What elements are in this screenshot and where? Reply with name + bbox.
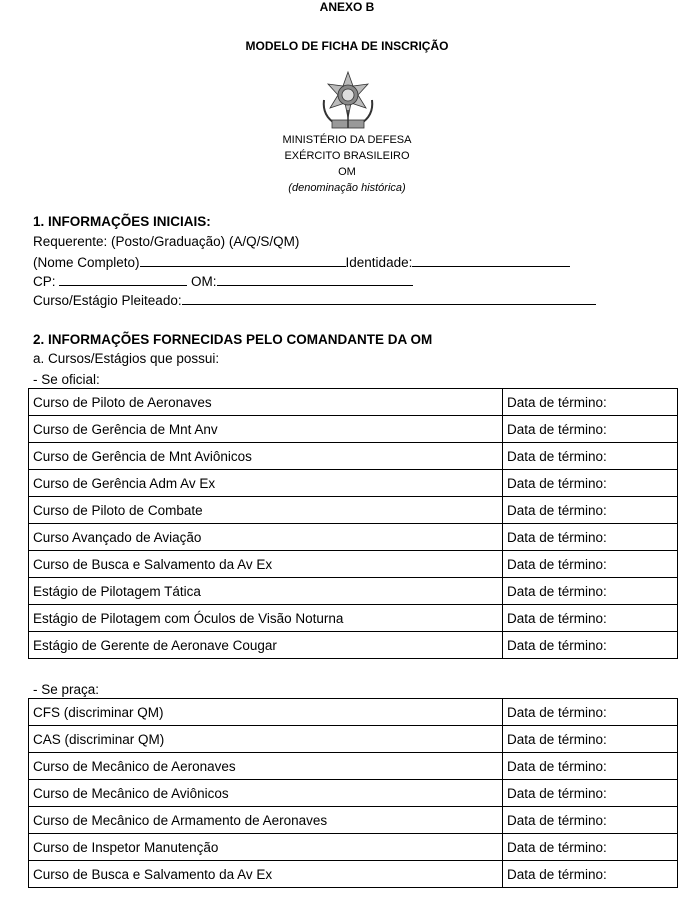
table-row <box>29 605 678 632</box>
course-name-cell: Curso de Piloto de Combate <box>29 497 503 524</box>
table-row <box>29 524 678 551</box>
nome-field[interactable] <box>140 253 346 267</box>
course-name-cell: Curso Avançado de Aviação <box>29 524 503 551</box>
course-name-cell: Estágio de Gerente de Aeronave Cougar <box>29 632 503 659</box>
completion-date-cell[interactable]: Data de término: <box>503 497 678 524</box>
completion-date-cell[interactable]: Data de término: <box>503 605 678 632</box>
oficial-courses-table <box>28 388 678 659</box>
completion-date-cell[interactable]: Data de término: <box>503 443 678 470</box>
om-label: OM: <box>191 274 217 289</box>
om-field[interactable] <box>217 272 413 286</box>
completion-date-cell[interactable]: Data de término: <box>503 524 678 551</box>
curso-label: Curso/Estágio Pleiteado: <box>33 293 182 308</box>
completion-date-cell[interactable]: Data de término: <box>503 632 678 659</box>
cp-row <box>33 272 413 291</box>
course-name-cell: Curso de Gerência de Mnt Aviônicos <box>29 443 503 470</box>
table-row <box>29 632 678 659</box>
table-row <box>29 578 678 605</box>
course-name-cell: Curso de Busca e Salvamento da Av Ex <box>29 861 503 888</box>
completion-date-cell[interactable]: Data de término: <box>503 470 678 497</box>
table-row <box>29 780 678 807</box>
ministry-name: MINISTÉRIO DA DEFESA <box>282 134 412 146</box>
table-row <box>29 497 678 524</box>
table-row <box>29 807 678 834</box>
praca-courses-table <box>28 698 678 888</box>
course-name-cell: Curso de Gerência de Mnt Anv <box>29 416 503 443</box>
army-name: EXÉRCITO BRASILEIRO <box>284 150 410 162</box>
table-row <box>29 834 678 861</box>
course-name-cell: CFS (discriminar QM) <box>29 699 503 726</box>
completion-date-cell[interactable]: Data de término: <box>503 416 678 443</box>
completion-date-cell[interactable]: Data de término: <box>503 753 678 780</box>
table-row <box>29 551 678 578</box>
course-name-cell: CAS (discriminar QM) <box>29 726 503 753</box>
table-row <box>29 753 678 780</box>
completion-date-cell[interactable]: Data de término: <box>503 726 678 753</box>
oficial-label: - Se oficial: <box>33 372 100 387</box>
cp-field[interactable] <box>59 272 187 286</box>
course-name-cell: Curso de Gerência Adm Av Ex <box>29 470 503 497</box>
requerente-label: Requerente: (Posto/Graduação) (A/Q/S/QM) <box>33 234 300 249</box>
completion-date-cell[interactable]: Data de término: <box>503 551 678 578</box>
table-row <box>29 389 678 416</box>
course-name-cell: Curso de Inspetor Manutenção <box>29 834 503 861</box>
curso-row <box>33 291 596 310</box>
section-2-heading: 2. INFORMAÇÕES FORNECIDAS PELO COMANDANTE DA OM <box>33 332 433 347</box>
course-name-cell: Estágio de Pilotagem Tática <box>29 578 503 605</box>
course-name-cell: Curso de Piloto de Aeronaves <box>29 389 503 416</box>
table-row <box>29 416 678 443</box>
completion-date-cell[interactable]: Data de término: <box>503 389 678 416</box>
cp-label: CP: <box>33 274 56 289</box>
praca-label: - Se praça: <box>33 682 100 697</box>
table-row <box>29 470 678 497</box>
nome-row <box>33 253 570 272</box>
annex-title: ANEXO B <box>319 0 375 14</box>
course-name-cell: Curso de Mecânico de Aviônicos <box>29 780 503 807</box>
completion-date-cell[interactable]: Data de término: <box>503 780 678 807</box>
course-name-cell: Curso de Busca e Salvamento da Av Ex <box>29 551 503 578</box>
course-name-cell: Estágio de Pilotagem com Óculos de Visão Noturna <box>29 605 503 632</box>
coat-of-arms-emblem <box>318 70 378 132</box>
table-row <box>29 861 678 888</box>
form-title: MODELO DE FICHA DE INSCRIÇÃO <box>245 39 449 53</box>
course-name-cell: Curso de Mecânico de Armamento de Aeronaves <box>29 807 503 834</box>
curso-field[interactable] <box>182 291 596 305</box>
identidade-field[interactable] <box>412 253 570 267</box>
course-name-cell: Curso de Mecânico de Aeronaves <box>29 753 503 780</box>
cursos-subheading: a. Cursos/Estágios que possui: <box>33 351 220 366</box>
completion-date-cell[interactable]: Data de término: <box>503 861 678 888</box>
table-row <box>29 726 678 753</box>
completion-date-cell[interactable]: Data de término: <box>503 699 678 726</box>
completion-date-cell[interactable]: Data de término: <box>503 834 678 861</box>
table-row <box>29 443 678 470</box>
historic-name: (denominação histórica) <box>288 182 406 194</box>
nome-label: (Nome Completo) <box>33 255 140 270</box>
table-row <box>29 699 678 726</box>
completion-date-cell[interactable]: Data de término: <box>503 807 678 834</box>
identidade-label: Identidade: <box>345 255 413 270</box>
om-name: OM <box>338 166 356 178</box>
section-1-heading: 1. INFORMAÇÕES INICIAIS: <box>33 214 211 229</box>
completion-date-cell[interactable]: Data de término: <box>503 578 678 605</box>
